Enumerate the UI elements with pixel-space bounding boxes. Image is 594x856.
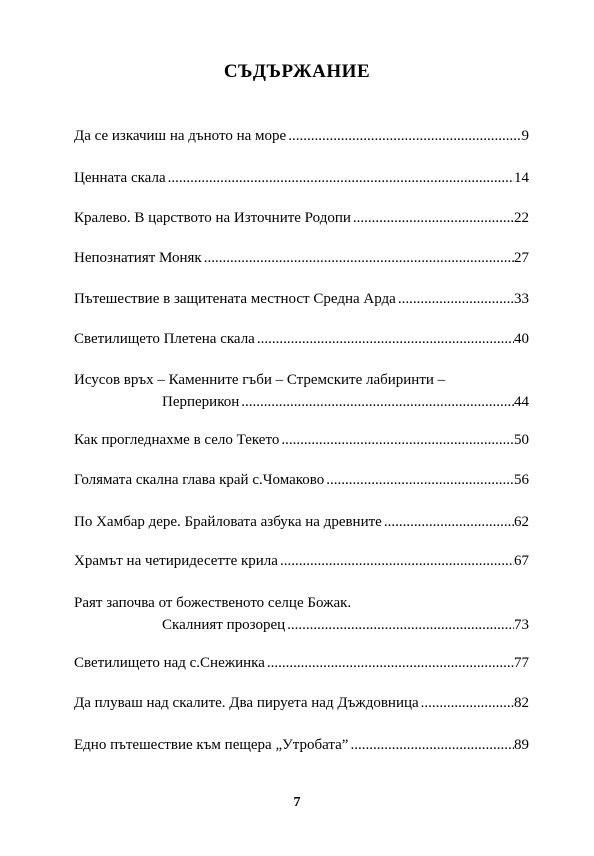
toc-entry-page: 89 bbox=[514, 737, 529, 753]
page-number: 7 bbox=[293, 795, 301, 810]
toc-entry-page: 67 bbox=[514, 553, 529, 569]
dot-leader bbox=[279, 429, 514, 451]
dot-leader bbox=[348, 734, 514, 756]
dot-leader bbox=[419, 692, 514, 714]
toc-entry bbox=[74, 652, 529, 674]
dot-leader bbox=[255, 328, 514, 350]
toc-entry-title: Да плуваш над скалите. Два пируета над Дъждовница bbox=[74, 695, 419, 711]
dot-leader bbox=[351, 207, 514, 229]
dot-leader bbox=[286, 125, 521, 147]
toc-entry-page: 62 bbox=[514, 514, 529, 530]
toc-entry bbox=[74, 429, 529, 451]
toc-entry bbox=[74, 469, 529, 491]
toc-entry-title: Светилището над с.Снежинка bbox=[74, 655, 265, 671]
toc-entry bbox=[74, 734, 529, 756]
toc-entry-page: 27 bbox=[514, 250, 529, 266]
toc-entry-title-line1: Исусов връх – Каменните гъби – Стремските лабиринти – bbox=[74, 372, 446, 388]
toc-entry-title: Едно пътешествие към пещера „Утробата” bbox=[74, 737, 349, 753]
toc-entry-title: Перперикон bbox=[162, 394, 240, 410]
toc-entry-title: По Хамбар дере. Брайловата азбука на древните bbox=[74, 514, 382, 530]
page-title: СЪДЪРЖАНИЕ bbox=[223, 61, 371, 82]
toc-entry bbox=[74, 328, 529, 350]
dot-leader bbox=[202, 247, 514, 269]
toc-entry-title: Кралево. В царството на Източните Родопи bbox=[74, 210, 351, 226]
dot-leader bbox=[324, 469, 514, 491]
toc-entry-page: 44 bbox=[514, 394, 529, 410]
toc-entry bbox=[74, 207, 529, 229]
toc-entry bbox=[74, 592, 529, 636]
dot-leader bbox=[396, 288, 514, 310]
toc-entry-page: 77 bbox=[514, 655, 529, 671]
toc-entry bbox=[74, 369, 529, 413]
dot-leader bbox=[166, 167, 514, 189]
dot-leader bbox=[239, 391, 514, 413]
toc-entry-title: Скалният прозорец bbox=[162, 617, 286, 633]
toc-entry-title: Непознатият Моняк bbox=[74, 250, 202, 266]
toc-entry-title-line1: Раят започва от божественото селце Божак. bbox=[74, 595, 352, 611]
toc-entry bbox=[74, 167, 529, 189]
toc-entry-title: Ценната скала bbox=[74, 170, 166, 186]
dot-leader bbox=[285, 614, 514, 636]
toc-entry-title: Да се изкачиш на дъното на море bbox=[74, 128, 287, 144]
toc-entry-page: 33 bbox=[514, 291, 529, 307]
toc-entry bbox=[74, 692, 529, 714]
toc-entry-page: 14 bbox=[514, 170, 529, 186]
toc-entry bbox=[74, 247, 529, 269]
toc-entry-title: Пътешествие в защитената местност Средна Арда bbox=[74, 291, 396, 307]
toc-entry bbox=[74, 550, 529, 572]
toc-entry-title: Светилището Плетена скала bbox=[74, 331, 255, 347]
toc-entry-page: 9 bbox=[521, 128, 529, 144]
toc-entry-page: 50 bbox=[514, 432, 529, 448]
toc-entry bbox=[74, 125, 529, 147]
toc-entry-page: 40 bbox=[514, 331, 529, 347]
dot-leader bbox=[265, 652, 514, 674]
toc-entry bbox=[74, 288, 529, 310]
toc-entry-page: 73 bbox=[514, 617, 529, 633]
dot-leader bbox=[278, 550, 514, 572]
toc-entry-page: 22 bbox=[514, 210, 529, 226]
dot-leader bbox=[382, 511, 514, 533]
toc-entry bbox=[74, 511, 529, 533]
toc-entry-title: Храмът на четиридесетте крила bbox=[74, 553, 278, 569]
toc-entry-page: 82 bbox=[514, 695, 529, 711]
toc-entry-page: 56 bbox=[514, 472, 529, 488]
toc-entry-title: Как прогледнахме в село Текето bbox=[74, 432, 280, 448]
toc-entry-title: Голямата скална глава край с.Чомаково bbox=[74, 472, 325, 488]
